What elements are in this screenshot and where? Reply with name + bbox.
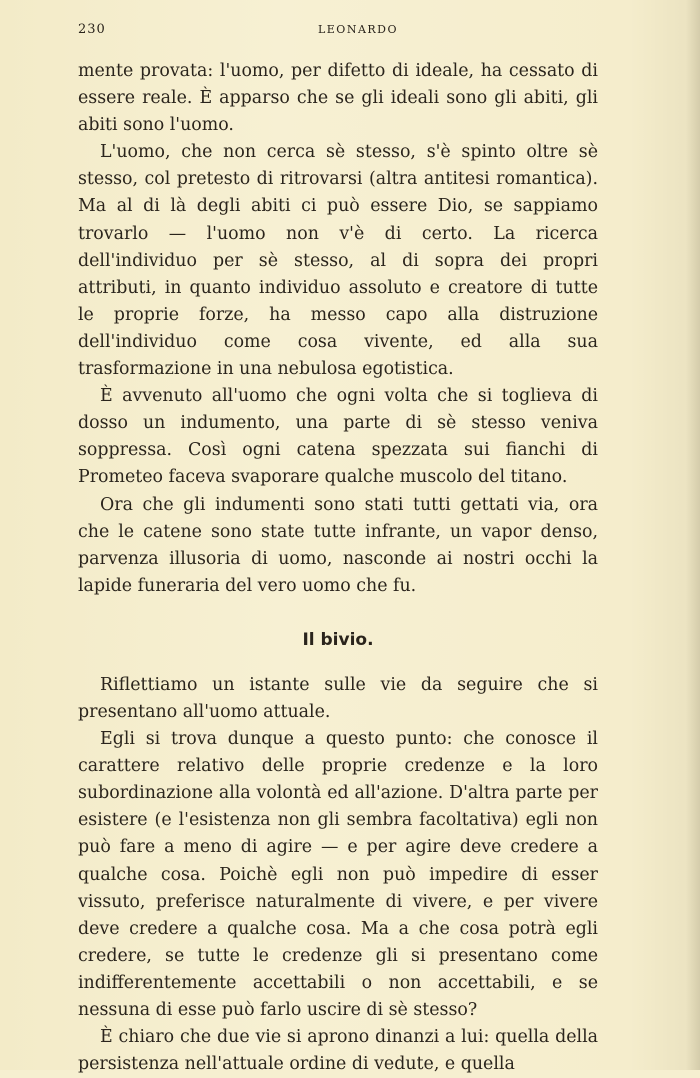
paragraph: Egli si trova dunque a questo punto: che conosce il carattere relativo delle proprie credenze e la loro subordinazione alla volontà ed all'azione. D'altra parte per esistere (e l'esistenza non gli sembra facoltativa) egli non può fare a meno di agire — e per agire deve credere a qualche cosa. Poichè egli non può impedire di esser vissuto, preferisce naturalmente di vivere, e per vivere deve credere a qualche cosa. Ma a che cosa potrà egli credere, se tutte le credenze gli si presentano come indifferentemente accettabili o non accettabili, e se nessuna di esse può farlo uscire di sè stesso?	[78, 729, 598, 1020]
paragraph: Riflettiamo un istante sulle vie da seguire che si presentano all'uomo attuale.	[78, 674, 598, 722]
page-number: 230	[78, 22, 106, 37]
paragraph: È chiaro che due vie si aprono dinanzi a lui: quella della persistenza nell'attuale ordine di vedute, e quella	[78, 1027, 598, 1075]
paragraph: Ora che gli indumenti sono stati tutti gettati via, ora che le catene sono state tutte infrante, un vapor denso, parvenza illusoria di uomo, nasconde ai nostri occhi la lapide funeraria del vero uomo che fu.	[78, 494, 598, 596]
paragraph: L'uomo, che non cerca sè stesso, s'è spinto oltre sè stesso, col pretesto di ritrovarsi (altra antitesi romantica). Ma al di là degli abiti ci può essere Dio, se sappiamo trovarlo — l'uomo non v'è di certo. La ricerca dell'individuo per sè stesso, al di sopra dei propri attributi, in quanto individuo assoluto e creatore di tutte le proprie forze, ha messo capo alla distruzione dell'individuo come cosa vivente, ed alla sua trasformazione in una nebulosa egotistica.	[78, 142, 598, 380]
section-title: Il bivio.	[302, 629, 374, 650]
running-head	[78, 22, 638, 42]
paragraph: È avvenuto all'uomo che ogni volta che si toglieva di dosso un indumento, una parte di sè stesso veniva soppressa. Così ogni catena spezzata sui fianchi di Prometeo faceva svaporare qualche muscolo del titano.	[78, 386, 598, 488]
running-title: LEONARDO	[317, 23, 399, 36]
page-edge-shadow	[686, 0, 700, 1070]
body-text	[78, 58, 598, 1078]
paragraph: mente provata: l'uomo, per difetto di ideale, ha cessato di essere reale. È apparso che se gli ideali sono gli abiti, gli abiti sono l'uomo.	[78, 61, 598, 136]
